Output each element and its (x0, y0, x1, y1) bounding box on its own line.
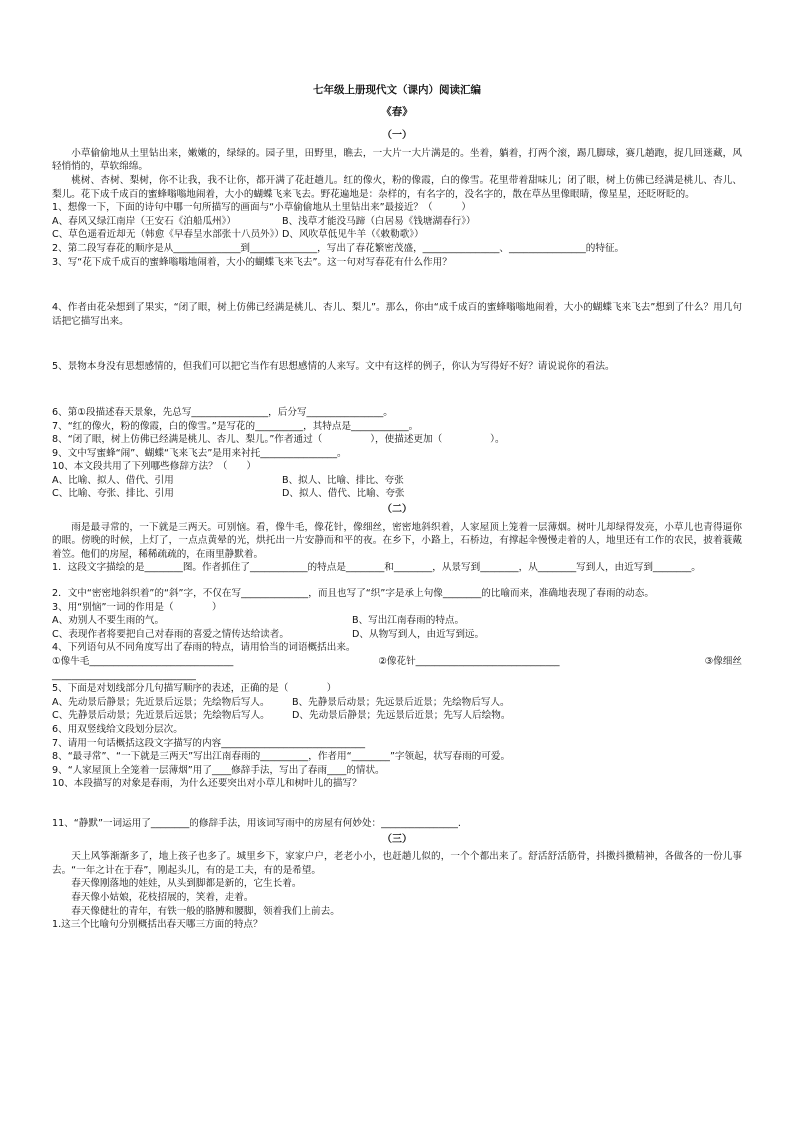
section-heading-3: （三） (382, 833, 412, 845)
option-a: A、劝别人不要生雨的气。 (52, 615, 165, 627)
option-b: B、先静景后动景；先远景后近景；先绘物后写人。 (292, 696, 510, 708)
question-text: 5、景物本身没有思想感情的，但我们可以把它当作有思想感情的人来写。文中有这样的例子，你认为写得好不好？请说说你的看法。 (52, 361, 615, 373)
question-text: 11、“静默”一词运用了________的修辞手法，用该词写雨中的房屋有何妙处：________________. (52, 817, 461, 829)
question-text: 3、写“花下成千成百的蜜蜂嗡嗡地闹着，大小的蝴蝶飞来飞去”。这一句对写春花有什么作用？ (52, 256, 452, 268)
question-text: 3、用“别恼”一词的作用是（ ） (52, 601, 222, 613)
option-a: A、比喻、拟人、借代、引用 (52, 474, 174, 486)
page-title: 七年级上册现代文（课内）阅读汇编 (313, 84, 481, 96)
question-text: 7、请用一句话概括这段文字描写的内容______________________________ (52, 737, 366, 749)
passage-paragraph: 春天像健壮的青年，有铁一般的胳膊和腰脚，领着我们上前去。 (71, 905, 340, 917)
fill-line: ______________________________ (52, 669, 196, 681)
question-text: 9、“人家屋顶上全笼着一层薄烟”用了____修辞手法，写出了春雨____的情状。 (52, 764, 385, 776)
options-row (52, 228, 742, 242)
question-text: 6、用双竖线给文段划分层次。 (52, 723, 183, 735)
fill-item-3: ③像细丝 (704, 656, 742, 667)
option-c: C、表现作者将要把自己对春雨的喜爱之情传达给读者。 (52, 628, 289, 640)
option-a: A、先动景后静景；先近景后远景；先绘物后写人。 (52, 696, 270, 708)
option-c: C、先静景后动景；先近景后远景；先绘物后写人。 (52, 710, 270, 722)
option-d: D、从物写到人，由近写到远。 (352, 628, 485, 640)
options-row (52, 487, 742, 501)
question-text: 10、本段描写的对象是春雨，为什么还要突出对小草儿和树叶儿的描写？ (52, 778, 362, 790)
section-heading-2: （二） (382, 504, 412, 516)
passage-paragraph: 春天像刚落地的娃娃，从头到脚都是新的，它生长着。 (71, 878, 302, 890)
options-row (52, 215, 742, 229)
passage-paragraph: 小草偷偷地从土里钻出来，嫩嫩的，绿绿的。园子里，田野里，瞧去，一大片一大片满是的。坐着，躺着，打两个滚，踢几脚球，赛几趟跑，捉几回迷藏，风轻悄悄的，草软绵绵。 (52, 147, 742, 173)
question-text: 5、下面是对划线部分几句描写顺序的表述，正确的是（ ） (52, 683, 337, 695)
fill-item-2: ②像花针______________________________ (378, 656, 560, 667)
page-subtitle: 《春》 (381, 105, 413, 118)
passage-paragraph: 桃树、杏树、梨树，你不让我，我不让你，都开满了花赶趟儿。红的像火，粉的像霞，白的像雪。花里带着甜味儿；闭了眼，树上仿佛已经满是桃儿、杏儿、梨儿。花下成千成百的蜜蜂嗡嗡地闹着，大小的蝴蝶飞来飞去。野花遍地是：杂样的，有名字的，没名字的，散在草丛里像眼睛，像星星，还眨呀眨的。 (52, 174, 742, 200)
question-text: 8、“最寻常”、“一下就是三两天”写出江南春雨的__________，作者用“________”字领起，状写春雨的可爱。 (52, 751, 511, 763)
option-d: D、先动景后静景；先远景后近景；先写人后绘物。 (292, 710, 511, 722)
question-text: 4、作者由花朵想到了果实，“闭了眼，树上仿佛已经满是桃儿、杏儿、梨儿”。那么，你由“成千成百的蜜蜂嗡嗡地闹着，大小的蝴蝶飞来飞去”想到了什么？用几句话把它描写出来。 (52, 302, 742, 327)
option-d: D、拟人、借代、比喻、夸张 (282, 488, 405, 500)
option-c: C、草色遥看近却无（韩愈《早春呈水部张十八员外》） (52, 229, 285, 241)
option-b: B、拟人、比喻、排比、夸张 (282, 474, 404, 486)
answer-space (52, 374, 742, 406)
question-text: 2．文中“密密地斜织着”的“斜”字，不仅在写______________，而且也写了“织”字是承上句像________的比喻而来，准确地表现了春雨的动态。 (52, 588, 654, 600)
option-c: C、比喻、夸张、排比、引用 (52, 488, 174, 500)
question-text: 1、想像一下，下面的诗句中哪一句所描写的画面与“小草偷偷地从土里钻出来”最接近？（ ） (52, 202, 471, 214)
options-row (52, 474, 742, 488)
answer-space (52, 269, 742, 301)
question-text: 4、下列语句从不同角度写出了春雨的特点，请用恰当的词语概括出来。 (52, 642, 356, 654)
options-row (52, 709, 742, 723)
options-row (52, 614, 742, 628)
fill-item-1: ①像牛毛______________________________ (52, 656, 234, 667)
options-row (52, 628, 742, 642)
question-text: 1．这段文字描绘的是________图。作者抓住了____________的特点是________和________，从景写到________，从________写到人，由近写到________。 (52, 562, 701, 574)
options-row (52, 696, 742, 710)
passage-paragraph: 天上风筝渐渐多了，地上孩子也多了。城里乡下，家家户户，老老小小，也赶趟儿似的，一个个都出来了。舒活舒活筋骨，抖擞抖擞精神，各做各的一份儿事去。“一年之计在于春”，刚起头儿，有的是工夫，有的是希望。 (52, 851, 742, 876)
section-heading-1: （一） (382, 130, 412, 142)
question-text: 1.这三个比喻句分别概括出春天哪三方面的特点？ (52, 919, 263, 931)
answer-space (52, 791, 742, 817)
question-text: 9、文中写蜜蜂“闹”、蝴蝶“飞来飞去”是用来衬托________________。 (52, 447, 347, 459)
option-a: A、春风又绿江南岸（王安石《泊船瓜州》） (52, 215, 237, 227)
passage-paragraph: 春天像小姑娘，花枝招展的，笑着，走着。 (71, 891, 254, 903)
question-text: 7、“红的像火，粉的像霞，白的像雪。”是写花的__________，其特点是____________。 (52, 420, 419, 432)
question-text: 2、第二段写春花的顺序是从______________到______________，写出了春花繁密茂盛，________________、________________的特征。 (52, 242, 625, 254)
worksheet-page (52, 84, 742, 932)
passage-paragraph: 雨是最寻常的，一下就是三两天。可别恼。看，像牛毛，像花针，像细丝，密密地斜织着，人家屋顶上笼着一层薄烟。树叶儿却绿得发亮，小草儿也青得逼你的眼。傍晚的时候，上灯了，一点点黄晕的光，烘托出一片安静而和平的夜。在乡下，小路上，石桥边，有撑起伞慢慢走着的人，地里还有工作的农民，披着蓑戴着笠。他们的房屋，稀稀疏疏的，在雨里静默着。 (52, 521, 742, 560)
option-b: B、浅草才能没马蹄（白居易《钱塘湖春行》） (282, 215, 476, 227)
option-b: B、写出江南春雨的特点。 (352, 615, 465, 627)
fill-row (52, 655, 742, 669)
question-text: 10、本文段共用了下列哪些修辞方法？（ ） (52, 461, 257, 473)
question-text: 8、“闭了眼，树上仿佛已经满是桃儿、杏儿、梨儿。”作者通过（ ），使描述更加（ ）。 (52, 434, 505, 446)
option-d: D、风吹草低见牛羊（《敕勒歌》） (282, 229, 424, 241)
answer-space (52, 328, 742, 360)
question-text: 6、第①段描述春天景象，先总写________________，后分写________________。 (52, 406, 393, 418)
